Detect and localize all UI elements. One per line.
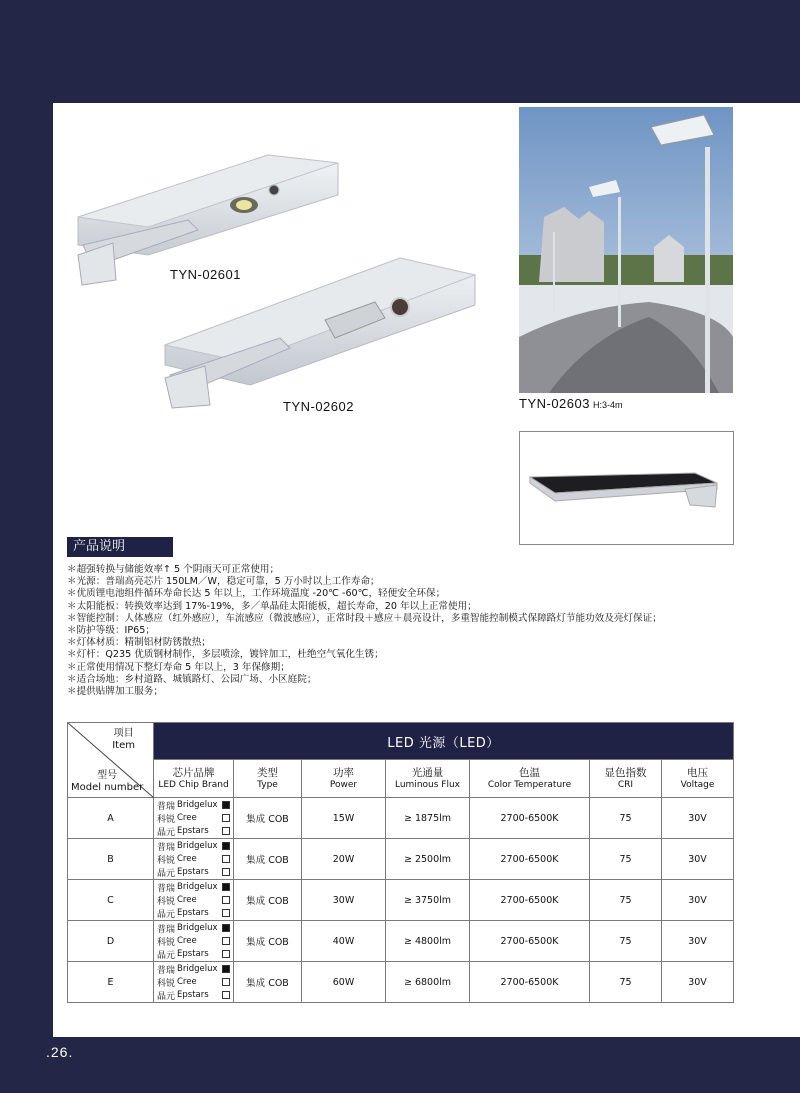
table-row <box>68 880 734 921</box>
cell-temp: 2700-6500K <box>470 962 590 1003</box>
empty-box-icon <box>222 814 230 822</box>
empty-box-icon <box>222 855 230 863</box>
feature-item: ＊光源：普瑞高亮芯片 150LM／W，稳定可靠，5 万小时以上工作寿命； <box>67 576 380 588</box>
cell-power: 20W <box>302 839 386 880</box>
empty-box-icon <box>222 978 230 986</box>
page-number: .26. <box>46 1044 74 1060</box>
cell-model: B <box>68 839 154 880</box>
cell-flux: ≥ 6800lm <box>386 962 470 1003</box>
cell-temp: 2700-6500K <box>470 880 590 921</box>
brand-zh: 普瑞 <box>157 801 176 812</box>
cell-power: 60W <box>302 962 386 1003</box>
model-label-tyn-02603: TYN-02603 H:3-4m <box>519 396 623 411</box>
feature-item: ＊适合场地：乡村道路、城镇路灯、公园广场、小区庭院； <box>67 673 317 685</box>
brand-option <box>157 976 230 989</box>
brand-zh: 普瑞 <box>157 842 176 853</box>
cell-flux: ≥ 1875lm <box>386 798 470 839</box>
spec-table <box>67 722 734 1003</box>
cell-voltage: 30V <box>662 798 734 839</box>
brand-zh: 晶元 <box>157 909 176 920</box>
brand-option <box>157 907 230 920</box>
feature-item: ＊智能控制：人体感应（红外感应），车流感应（微波感应），正常时段＋感应＋晨亮设计，多重智能控制模式保障路灯节能功效及亮灯保证； <box>67 612 662 624</box>
product-photo-tyn-02603 <box>519 107 733 393</box>
cell-type: 集成 COB <box>234 962 302 1003</box>
brand-option <box>157 825 230 838</box>
brand-en: Bridgelux <box>177 882 218 892</box>
brand-en: Bridgelux <box>177 964 218 974</box>
brand-option <box>157 799 230 812</box>
cell-cri: 75 <box>590 798 662 839</box>
brand-option <box>157 922 230 935</box>
brand-option <box>157 963 230 976</box>
brand-zh: 科锐 <box>157 855 176 866</box>
cell-flux: ≥ 4800lm <box>386 921 470 962</box>
corner-model-en: Model number <box>71 782 144 793</box>
table-row <box>68 839 734 880</box>
brand-en: Epstars <box>177 908 209 918</box>
cell-brand <box>154 921 234 962</box>
brand-zh: 科锐 <box>157 896 176 907</box>
brand-zh: 晶元 <box>157 950 176 961</box>
cell-voltage: 30V <box>662 921 734 962</box>
checked-box-icon <box>222 842 230 850</box>
table-title: LED 光源（LED） <box>154 723 734 760</box>
checked-box-icon <box>222 924 230 932</box>
empty-box-icon <box>222 950 230 958</box>
cell-type: 集成 COB <box>234 798 302 839</box>
section-title: 产品说明 <box>67 537 173 557</box>
feature-item: ＊优质锂电池组件循环寿命长达 5 年以上，工作环境温度 -20℃ -60℃，轻便安全环保； <box>67 588 446 600</box>
feature-item: ＊灯体材质：精制铝材防锈散热； <box>67 637 211 649</box>
empty-box-icon <box>222 868 230 876</box>
brand-en: Epstars <box>177 826 209 836</box>
empty-box-icon <box>222 991 230 999</box>
corner-item-en: Item <box>112 740 135 751</box>
empty-box-icon <box>222 909 230 917</box>
col-header-flux: 光通量 Luminous Flux <box>386 760 470 798</box>
cell-model: D <box>68 921 154 962</box>
col-header-voltage: 电压 Voltage <box>662 760 734 798</box>
col-header-brand: 芯片品牌 LED Chip Brand <box>154 760 234 798</box>
brand-en: Bridgelux <box>177 923 218 933</box>
brand-option <box>157 840 230 853</box>
checked-box-icon <box>222 883 230 891</box>
cell-voltage: 30V <box>662 962 734 1003</box>
brand-zh: 普瑞 <box>157 924 176 935</box>
cell-brand <box>154 880 234 921</box>
col-header-power: 功率 Power <box>302 760 386 798</box>
cell-model: E <box>68 962 154 1003</box>
cell-cri: 75 <box>590 880 662 921</box>
cell-flux: ≥ 3750lm <box>386 880 470 921</box>
brand-zh: 科锐 <box>157 814 176 825</box>
cell-brand <box>154 798 234 839</box>
cell-flux: ≥ 2500lm <box>386 839 470 880</box>
empty-box-icon <box>222 896 230 904</box>
cell-voltage: 30V <box>662 880 734 921</box>
brand-zh: 普瑞 <box>157 965 176 976</box>
cell-temp: 2700-6500K <box>470 798 590 839</box>
cell-voltage: 30V <box>662 839 734 880</box>
cell-power: 15W <box>302 798 386 839</box>
brand-zh: 晶元 <box>157 827 176 838</box>
cell-temp: 2700-6500K <box>470 921 590 962</box>
brand-option <box>157 989 230 1002</box>
feature-list <box>67 564 727 698</box>
table-row <box>68 798 734 839</box>
cell-type: 集成 COB <box>234 839 302 880</box>
brand-zh: 晶元 <box>157 991 176 1002</box>
feature-item: ＊正常使用情况下整灯寿命 5 年以上，3 年保修期； <box>67 661 290 673</box>
checked-box-icon <box>222 801 230 809</box>
brand-option <box>157 812 230 825</box>
cell-model: C <box>68 880 154 921</box>
cell-power: 40W <box>302 921 386 962</box>
product-image-panel-view <box>525 465 725 510</box>
brand-zh: 科锐 <box>157 937 176 948</box>
cell-brand <box>154 962 234 1003</box>
col-header-cri: 显色指数 CRI <box>590 760 662 798</box>
brand-en: Epstars <box>177 949 209 959</box>
corner-item-zh: 项目 <box>113 728 134 739</box>
checked-box-icon <box>222 965 230 973</box>
empty-box-icon <box>222 937 230 945</box>
feature-item: ＊超强转换与储能效率↑ 5 个阴雨天可正常使用； <box>67 564 280 575</box>
brand-en: Cree <box>177 813 197 823</box>
brand-option <box>157 881 230 894</box>
brand-en: Epstars <box>177 990 209 1000</box>
cell-type: 集成 COB <box>234 921 302 962</box>
feature-item: ＊防护等级：IP65； <box>67 625 155 637</box>
model-label-tyn-02601: TYN-02601 <box>170 267 241 282</box>
brand-en: Epstars <box>177 867 209 877</box>
table-corner-header <box>68 723 154 798</box>
brand-option <box>157 948 230 961</box>
brand-en: Cree <box>177 854 197 864</box>
cell-power: 30W <box>302 880 386 921</box>
empty-box-icon <box>222 827 230 835</box>
brand-en: Bridgelux <box>177 800 218 810</box>
col-header-type: 类型 Type <box>234 760 302 798</box>
feature-item: ＊灯杆：Q235 优质钢材制作，多层喷涂，镀锌加工，杜绝空气氧化生锈； <box>67 649 384 661</box>
feature-item: ＊太阳能板：转换效率达到 17%-19%，多／单晶硅太阳能板，超长寿命，20 年以上正常使用； <box>67 600 477 612</box>
brand-zh: 普瑞 <box>157 883 176 894</box>
model-label-tyn-02602: TYN-02602 <box>283 399 354 414</box>
cell-temp: 2700-6500K <box>470 839 590 880</box>
corner-model-zh: 型号 <box>97 770 118 781</box>
brand-en: Bridgelux <box>177 841 218 851</box>
cell-brand <box>154 839 234 880</box>
brand-option <box>157 894 230 907</box>
table-row <box>68 962 734 1003</box>
cell-cri: 75 <box>590 839 662 880</box>
cell-cri: 75 <box>590 962 662 1003</box>
cell-model: A <box>68 798 154 839</box>
brand-option <box>157 853 230 866</box>
cell-cri: 75 <box>590 921 662 962</box>
brand-zh: 晶元 <box>157 868 176 879</box>
cell-type: 集成 COB <box>234 880 302 921</box>
feature-item: ＊提供贴牌加工服务； <box>67 686 163 698</box>
brand-en: Cree <box>177 895 197 905</box>
brand-en: Cree <box>177 936 197 946</box>
col-header-temp: 色温 Color Temperature <box>470 760 590 798</box>
brand-en: Cree <box>177 977 197 987</box>
table-row <box>68 921 734 962</box>
brand-option <box>157 866 230 879</box>
brand-zh: 科锐 <box>157 978 176 989</box>
brand-option <box>157 935 230 948</box>
